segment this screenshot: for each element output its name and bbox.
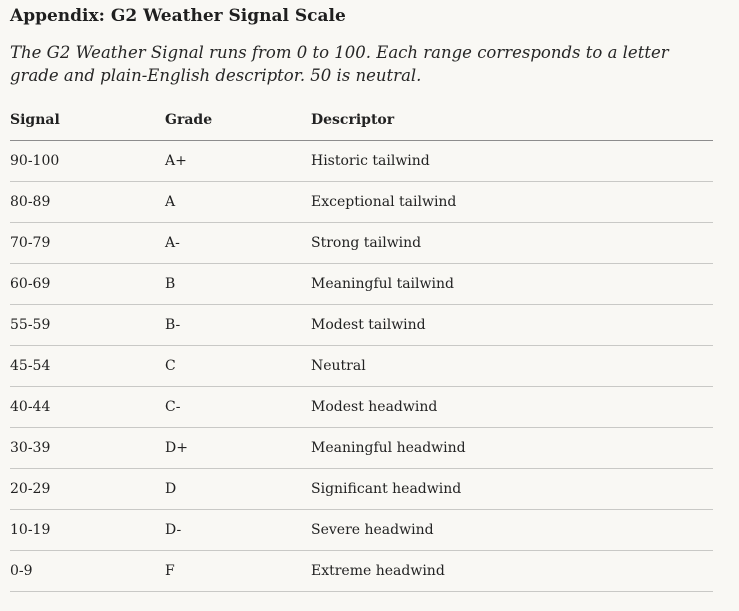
signal-cell: 20-29: [10, 469, 165, 510]
table-row: [10, 428, 713, 469]
signal-cell: 90-100: [10, 141, 165, 182]
table-row: [10, 305, 713, 346]
signal-cell: 60-69: [10, 264, 165, 305]
grade-cell: F: [165, 551, 311, 592]
descriptor-cell: Exceptional tailwind: [311, 182, 713, 223]
grade-cell: C-: [165, 387, 311, 428]
table-row: [10, 551, 713, 592]
table-row: [10, 141, 713, 182]
descriptor-cell: Extreme headwind: [311, 551, 713, 592]
signal-cell: 45-54: [10, 346, 165, 387]
descriptor-cell: Modest headwind: [311, 387, 713, 428]
table-row: [10, 510, 713, 551]
grade-cell: D-: [165, 510, 311, 551]
signal-cell: 0-9: [10, 551, 165, 592]
descriptor-cell: Modest tailwind: [311, 305, 713, 346]
signal-cell: 40-44: [10, 387, 165, 428]
header-signal: Signal: [10, 100, 165, 141]
intro-paragraph: The G2 Weather Signal runs from 0 to 100. Each range corresponds to a letter grade and plain-English descriptor. 50 is neutral.: [10, 43, 669, 85]
signal-cell: 30-39: [10, 428, 165, 469]
descriptor-cell: Strong tailwind: [311, 223, 713, 264]
page-title: Appendix: G2 Weather Signal Scale: [10, 6, 346, 26]
table-row: [10, 387, 713, 428]
header-grade: Grade: [165, 100, 311, 141]
descriptor-cell: Historic tailwind: [311, 141, 713, 182]
table-header-row: [10, 100, 713, 141]
header-descriptor: Descriptor: [311, 100, 713, 141]
descriptor-cell: Significant headwind: [311, 469, 713, 510]
table-row: [10, 346, 713, 387]
signal-scale-table: [10, 100, 713, 592]
signal-cell: 55-59: [10, 305, 165, 346]
grade-cell: A+: [165, 141, 311, 182]
table-row: [10, 223, 713, 264]
grade-cell: A: [165, 182, 311, 223]
grade-cell: B: [165, 264, 311, 305]
grade-cell: B-: [165, 305, 311, 346]
grade-cell: D+: [165, 428, 311, 469]
descriptor-cell: Meaningful tailwind: [311, 264, 713, 305]
descriptor-cell: Neutral: [311, 346, 713, 387]
descriptor-cell: Meaningful headwind: [311, 428, 713, 469]
signal-cell: 80-89: [10, 182, 165, 223]
table-row: [10, 182, 713, 223]
table-row: [10, 264, 713, 305]
descriptor-cell: Severe headwind: [311, 510, 713, 551]
grade-cell: C: [165, 346, 311, 387]
table-row: [10, 469, 713, 510]
grade-cell: A-: [165, 223, 311, 264]
grade-cell: D: [165, 469, 311, 510]
signal-cell: 70-79: [10, 223, 165, 264]
signal-cell: 10-19: [10, 510, 165, 551]
